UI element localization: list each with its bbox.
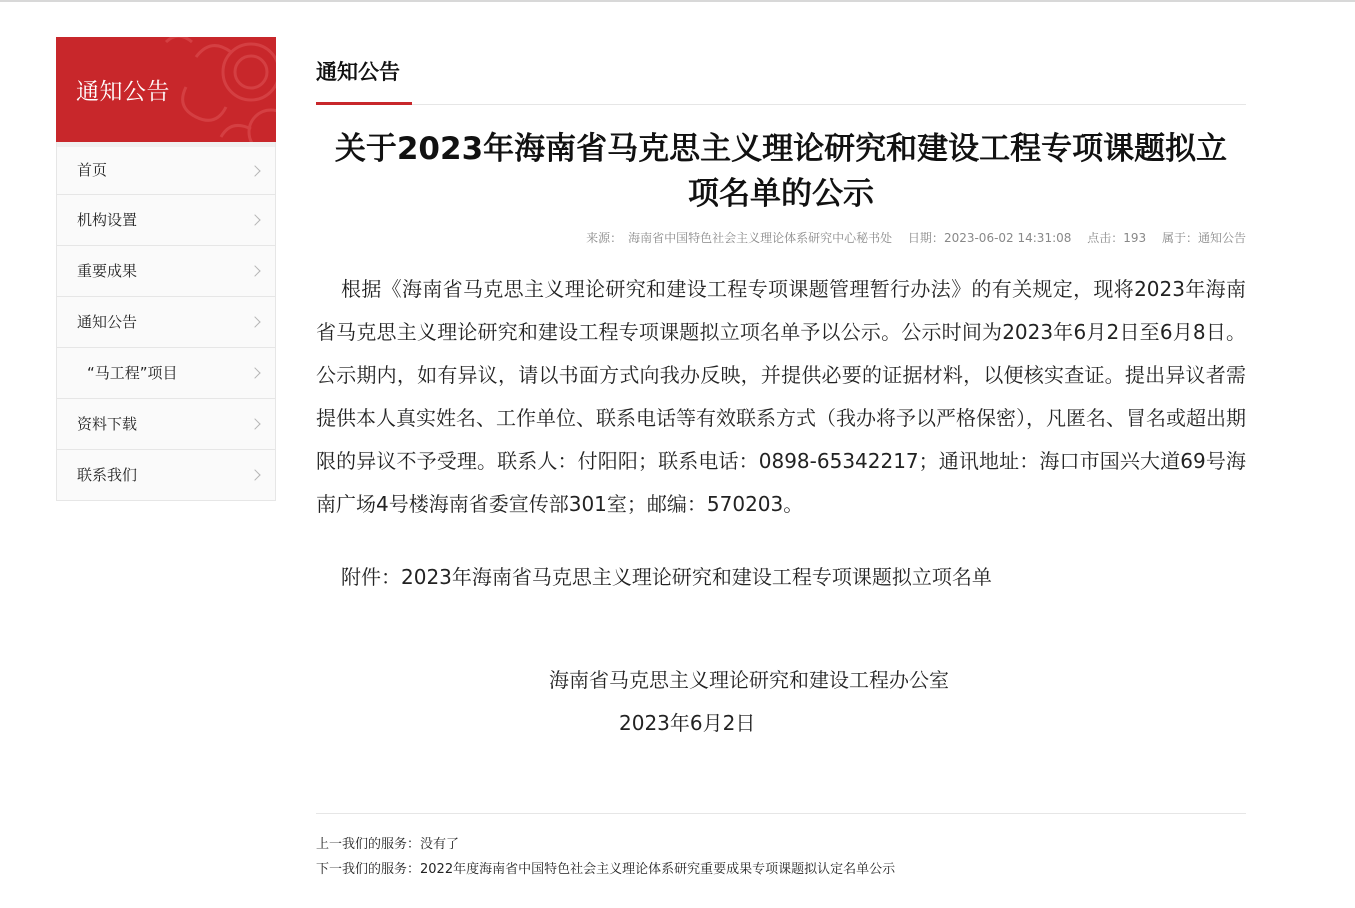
sidebar — [56, 37, 276, 501]
section-title-underline — [316, 102, 412, 105]
sidebar-item-downloads[interactable] — [57, 398, 275, 449]
sidebar-header — [56, 37, 276, 142]
sidebar-item-notices[interactable] — [57, 296, 275, 347]
signature-date: 2023年6月2日 — [619, 711, 756, 735]
sidebar-item-achievements[interactable] — [57, 245, 275, 296]
article-body: 根据《海南省马克思主义理论研究和建设工程专项课题管理暂行办法》的有关规定，现将2023年海南省马克思主义理论研究和建设工程专项课题拟立项名单予以公示。公示时间为2023年6月2日至6月8日。公示期内，如有异议，请以书面方式向我办反映，并提供必要的证据材料，以便核实查证。提出异议者需提供本人真实姓名、工作单位、联系电话等有效联系方式（我办将予以严格保密），凡匿名、冒名或超出期限的异议不予受理。联系人：付阳阳；联系电话：0898-65342217；通讯地址：海口市国兴大道69号海南广场4号楼海南省委宣传部301室；邮编：570203。 — [316, 277, 1246, 516]
sidebar-title: 通知公告 — [76, 79, 170, 105]
next-item — [316, 857, 1246, 882]
meta-category-label: 属于： — [1161, 231, 1198, 245]
next-link[interactable]: 2022年度海南省中国特色社会主义理论体系研究重要成果专项课题拟认定名单公示 — [420, 862, 896, 877]
meta-date-label: 日期： — [907, 231, 944, 245]
sidebar-item-magongcheng[interactable] — [57, 347, 275, 398]
next-label: 下一我们的服务： — [316, 862, 421, 877]
attachment-label: 附件： — [341, 565, 401, 589]
sidebar-menu — [56, 142, 276, 501]
meta-clicks: 193 — [1123, 231, 1147, 245]
sidebar-item-contact[interactable] — [57, 449, 275, 500]
sidebar-item-organization[interactable] — [57, 194, 275, 245]
meta-source: 海南省中国特色社会主义理论体系研究中心秘书处 — [628, 231, 893, 245]
meta-clicks-label: 点击： — [1087, 231, 1124, 245]
attachment-link[interactable]: 2023年海南省马克思主义理论研究和建设工程专项课题拟立项名单 — [401, 565, 992, 589]
sidebar-item-home[interactable] — [57, 142, 275, 194]
prev-label: 上一我们的服务： — [316, 837, 421, 852]
sidebar-item-label: 首页 — [77, 161, 108, 179]
signature — [316, 659, 1246, 745]
chevron-right-icon — [249, 469, 260, 480]
chevron-right-icon — [249, 265, 260, 276]
sidebar-item-label: 通知公告 — [77, 313, 138, 331]
chevron-right-icon — [249, 214, 260, 225]
signature-org: 海南省马克思主义理论研究和建设工程办公室 — [549, 668, 949, 692]
prev-next-nav — [316, 813, 1246, 882]
attachment — [316, 556, 1246, 599]
sidebar-item-label: 机构设置 — [77, 211, 138, 229]
chevron-right-icon — [249, 316, 260, 327]
chevron-right-icon — [249, 165, 260, 176]
chevron-right-icon — [249, 418, 260, 429]
sidebar-item-label: “马工程”项目 — [87, 364, 178, 382]
prev-link[interactable]: 没有了 — [420, 837, 460, 852]
prev-item — [316, 832, 1246, 857]
sidebar-item-label: 联系我们 — [77, 466, 138, 484]
top-divider — [0, 0, 1355, 2]
chevron-right-icon — [249, 367, 260, 378]
sidebar-item-label: 重要成果 — [77, 262, 138, 280]
meta-date: 2023-06-02 14:31:08 — [943, 231, 1072, 245]
sidebar-item-label: 资料下载 — [77, 415, 138, 433]
section-header — [316, 37, 1246, 105]
main-content — [316, 37, 1246, 877]
article-title: 关于2023年海南省马克思主义理论研究和建设工程专项课题拟立项名单的公示 — [334, 131, 1228, 212]
meta-source-label: 来源： — [586, 231, 623, 245]
meta-category: 通知公告 — [1197, 231, 1246, 245]
section-title: 通知公告 — [316, 60, 400, 84]
article-meta — [316, 229, 1246, 246]
